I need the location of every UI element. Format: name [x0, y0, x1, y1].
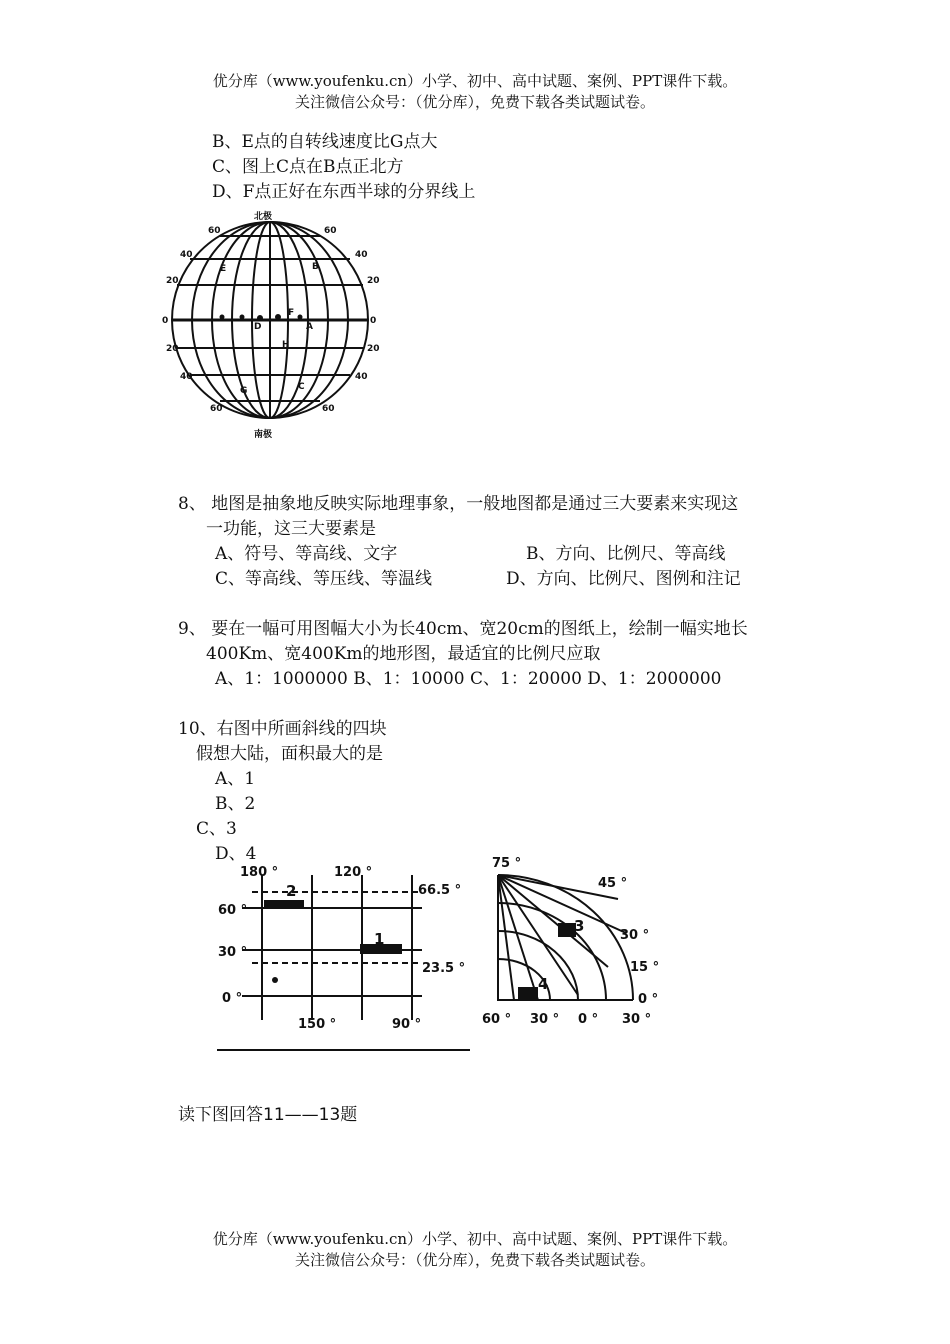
globe-point-d: D	[254, 322, 262, 332]
globe-lat-label: 0	[162, 316, 169, 326]
grid-right-label: 66.5 °	[418, 883, 462, 898]
q9-stem-line1: 9、 要在一幅可用图幅大小为长40cm、宽20cm的图纸上，绘制一幅实地长	[178, 619, 748, 639]
q8-option-c: C、等高线、等压线、等温线	[215, 569, 433, 589]
q8-option-b: B、方向、比例尺、等高线	[526, 544, 726, 564]
q10-stem-line2: 假想大陆，面积最大的是	[196, 744, 383, 764]
footer-line-2: 关注微信公众号：（优分库），免费下载各类试题试卷。	[294, 1251, 655, 1269]
globe-lon-label: 60	[324, 226, 337, 236]
globe-lat-label: 40	[180, 372, 193, 382]
q8-stem-line1: 8、 地图是抽象地反映实际地理事象，一般地图都是通过三大要素来实现这	[178, 494, 739, 514]
globe-point-e: E	[220, 264, 227, 274]
globe-point-b: B	[312, 262, 319, 272]
q7-option-d: D、F点正好在东西半球的分界线上	[212, 182, 476, 202]
polar-top-label: 75 °	[492, 856, 522, 871]
polar-area-label: 3	[574, 917, 585, 935]
globe-point-a: A	[306, 322, 313, 332]
q8-stem-line2: 一功能，这三大要素是	[206, 519, 376, 539]
globe-lat-label: 20	[166, 344, 179, 354]
globe-point-g: G	[240, 386, 248, 396]
polar-right-label: 30 °	[620, 928, 650, 943]
globe-lon-label: 0	[370, 316, 377, 326]
q7-option-c: C、图上C点在B点正北方	[212, 157, 404, 177]
grid-left-label: 30 °	[218, 945, 248, 960]
read-prompt: 读下图回答11——13题	[178, 1105, 358, 1125]
globe-lat-label: 20	[166, 276, 179, 286]
footer-line-1: 优分库（www.youfenku.cn）小学、初中、高中试题、案例、PPT课件下载。	[212, 1230, 738, 1248]
q10-option-c: C、3	[196, 819, 237, 839]
q10-option-b: B、2	[215, 794, 256, 814]
globe-lon-label: 20	[367, 344, 380, 354]
globe-lon-label: 40	[355, 250, 368, 260]
grid-left-label: 60 °	[218, 903, 248, 918]
globe-point-f: F	[288, 308, 295, 318]
q8-option-a: A、符号、等高线、文字	[215, 544, 398, 564]
grid-area-label: 1	[374, 930, 385, 948]
globe-figure	[150, 205, 400, 445]
grid-top-label: 120 °	[334, 865, 373, 880]
globe-lat-label: 60	[208, 226, 221, 236]
south-pole-label: 南极	[254, 430, 273, 440]
polar-bottom-label: 0 °	[578, 1012, 599, 1027]
grid-area-label: 2	[286, 882, 297, 900]
globe-point-c: C	[298, 382, 305, 392]
polar-right-label: 45 °	[598, 876, 628, 891]
grid-top-label: 180 °	[240, 865, 279, 880]
q10-option-a: A、1	[215, 769, 256, 789]
grid-bottom-label: 150 °	[298, 1017, 337, 1032]
q10-option-d: D、4	[215, 844, 257, 864]
globe-lon-label: 40	[355, 372, 368, 382]
globe-lon-label: 60	[322, 404, 335, 414]
globe-lat-label: 40	[180, 250, 193, 260]
q8-option-d: D、方向、比例尺、图例和注记	[506, 569, 741, 589]
header-line-2: 关注微信公众号：（优分库），免费下载各类试题试卷。	[294, 93, 655, 111]
grid-map-figure	[212, 860, 477, 1055]
q10-stem-line1: 10、右图中所画斜线的四块	[178, 719, 387, 739]
polar-right-label: 15 °	[630, 960, 660, 975]
polar-bottom-label: 30 °	[622, 1012, 652, 1027]
q9-stem-line2: 400Km、宽400Km的地形图，最适宜的比例尺应取	[206, 644, 601, 664]
polar-area-label: 4	[538, 975, 549, 993]
globe-lon-label: 20	[367, 276, 380, 286]
grid-bottom-label: 90 °	[392, 1017, 422, 1032]
globe-point-h: H	[282, 340, 290, 350]
polar-bottom-label: 60 °	[482, 1012, 512, 1027]
header-line-1: 优分库（www.youfenku.cn）小学、初中、高中试题、案例、PPT课件下载。	[212, 72, 738, 90]
globe-lat-label: 60	[210, 404, 223, 414]
q9-options: A、1：1000000 B、1：10000 C、1：20000 D、1：2000000	[215, 669, 722, 689]
polar-map-figure	[478, 855, 678, 1035]
polar-bottom-label: 30 °	[530, 1012, 560, 1027]
north-pole-label: 北极	[254, 212, 273, 222]
grid-right-label: 23.5 °	[422, 961, 466, 976]
polar-right-label: 0 °	[638, 992, 659, 1007]
grid-left-label: 0 °	[222, 991, 243, 1006]
q7-option-b: B、E点的自转线速度比G点大	[212, 132, 438, 152]
